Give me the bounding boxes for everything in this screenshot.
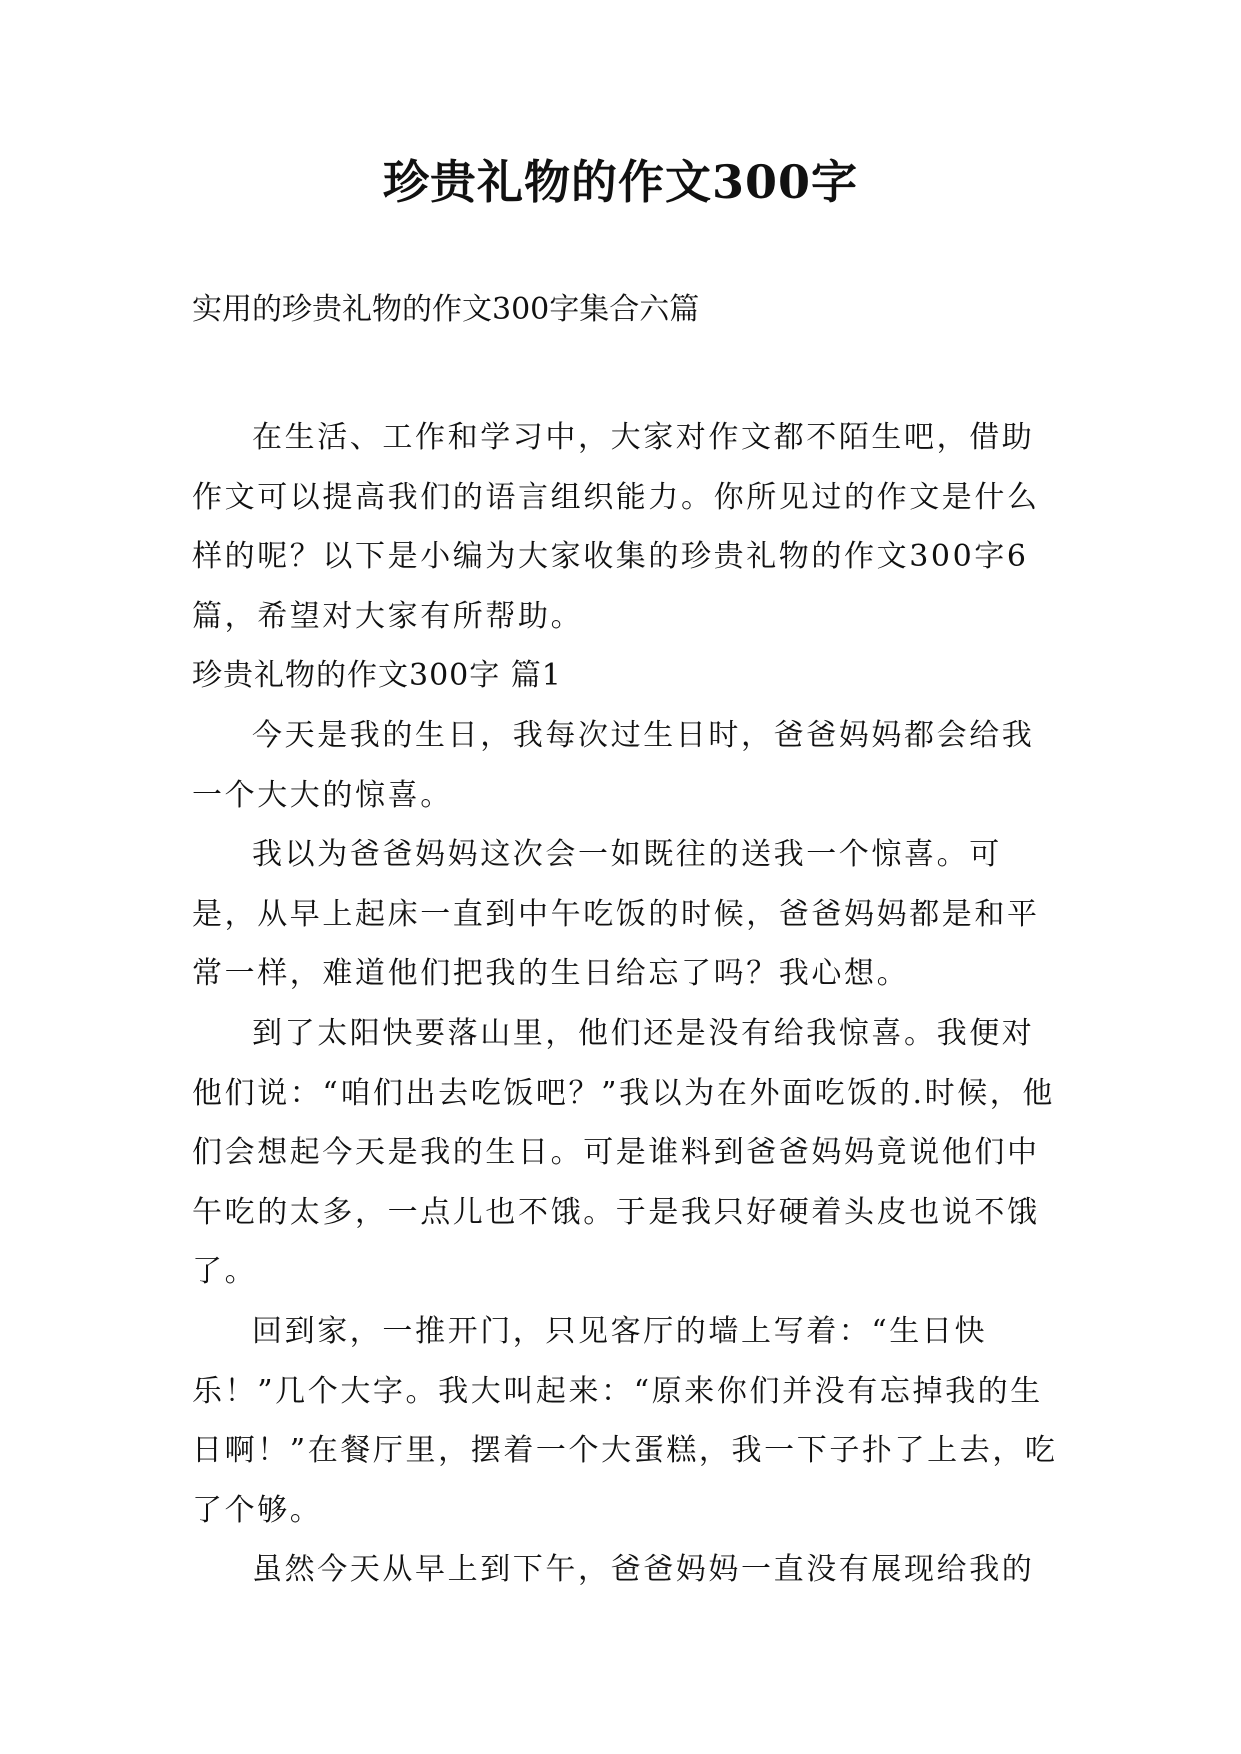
body-paragraph: 虽然今天从早上到下午，爸爸妈妈一直没有展现给我的 xyxy=(252,1552,1035,1588)
body-paragraph: 我以为爸爸妈妈这次会一如既往的送我一个惊喜。可是，从早上起床一直到中午吃饭的时候，爸爸妈妈都是和平常一样，难道他们把我的生日给忘了吗？我心想。 xyxy=(192,837,1040,992)
document-subtitle: 实用的珍贵礼物的作文300字集合六篇 xyxy=(192,292,700,327)
body-paragraph: 回到家，一推开门，只见客厅的墙上写着：“生日快乐！”几个大字。我大叫起来：“原来你们并没有忘掉我的生日啊！”在餐厅里，摆着一个大蛋糕，我一下子扑了上去，吃了个够。 xyxy=(192,1313,1058,1528)
section-heading: 珍贵礼物的作文300字 篇1 xyxy=(192,658,562,694)
body-paragraph: 今天是我的生日，我每次过生日时，爸爸妈妈都会给我一个大大的惊喜。 xyxy=(192,717,1035,813)
page-title: 珍贵礼物的作文300字 xyxy=(382,155,859,209)
intro-paragraph: 在生活、工作和学习中，大家对作文都不陌生吧，借助作文可以提高我们的语言组织能力。你所见过的作文是什么样的呢？以下是小编为大家收集的珍贵礼物的作文300字6篇，希望对大家有所帮助。 xyxy=(192,420,1040,634)
body-paragraph: 到了太阳快要落山里，他们还是没有给我惊喜。我便对他们说：“咱们出去吃饭吧？”我以为在外面吃饭的.时候，他们会想起今天是我的生日。可是谁料到爸爸妈妈竟说他们中午吃的太多，一点儿也不饿。于是我只好硬着头皮也说不饿了。 xyxy=(192,1015,1056,1290)
document-body xyxy=(192,408,1062,1600)
